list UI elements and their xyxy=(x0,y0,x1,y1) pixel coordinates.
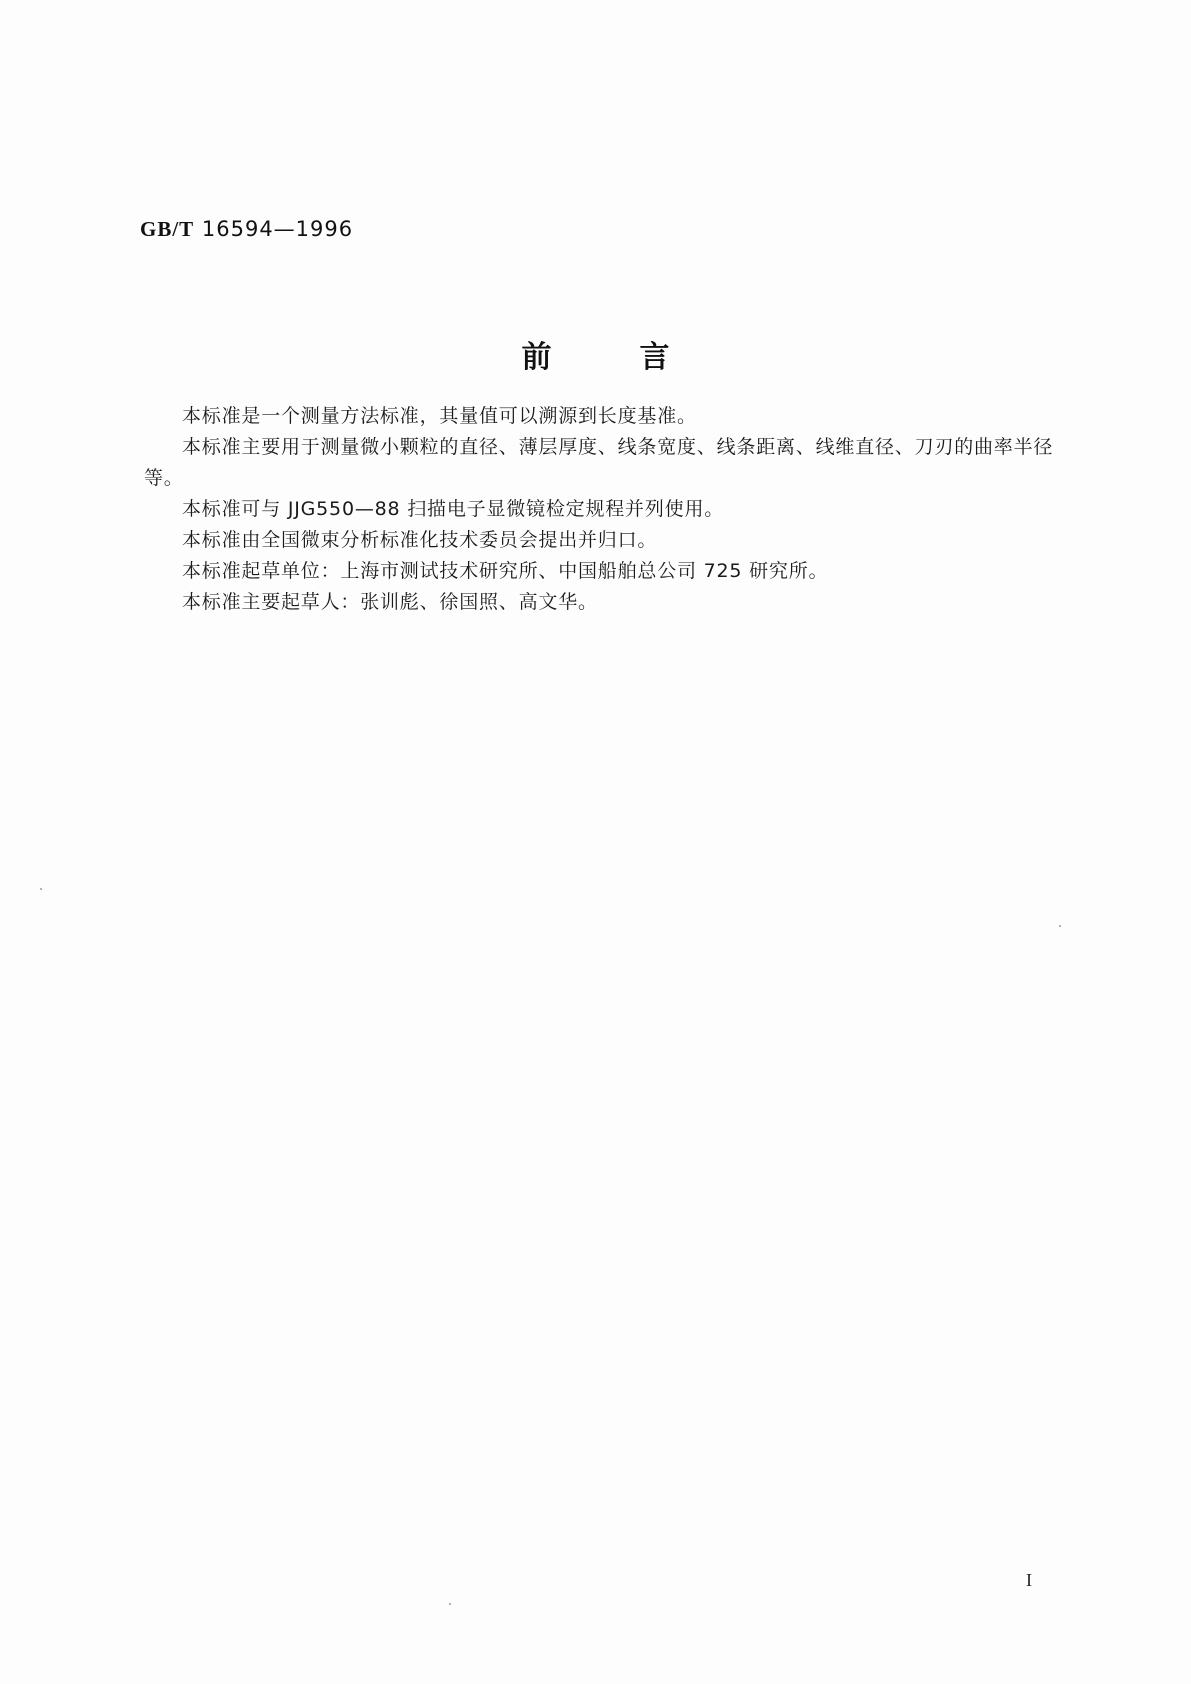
standard-prefix: GB/T xyxy=(140,217,195,241)
scan-speck xyxy=(40,888,42,890)
standard-code: 16594—1996 xyxy=(201,217,354,241)
scan-speck xyxy=(1059,925,1061,927)
paragraph-traceability: 本标准是一个测量方法标准，其量值可以溯源到长度基准。 xyxy=(182,405,697,427)
page-number: I xyxy=(1026,1570,1032,1590)
standard-number xyxy=(140,217,353,242)
paragraph-related-regulation: 本标准可与 JJG550—88 扫描电子显微镜检定规程并列使用。 xyxy=(182,498,725,520)
paragraph-scope: 本标准主要用于测量微小颗粒的直径、薄层厚度、线条宽度、线条距离、线维直径、刀刃的曲率半径等。 xyxy=(144,436,1054,489)
page-title: 前言 xyxy=(521,340,758,375)
paragraph-drafting-units: 本标准起草单位：上海市测试技术研究所、中国船舶总公司 725 研究所。 xyxy=(182,560,829,582)
foreword-body xyxy=(144,401,1062,618)
paragraph-drafters: 本标准主要起草人：张训彪、徐国照、高文华。 xyxy=(182,591,598,613)
paragraph-proposer: 本标准由全国微束分析标准化技术委员会提出并归口。 xyxy=(182,529,658,551)
scan-speck xyxy=(449,1603,451,1605)
